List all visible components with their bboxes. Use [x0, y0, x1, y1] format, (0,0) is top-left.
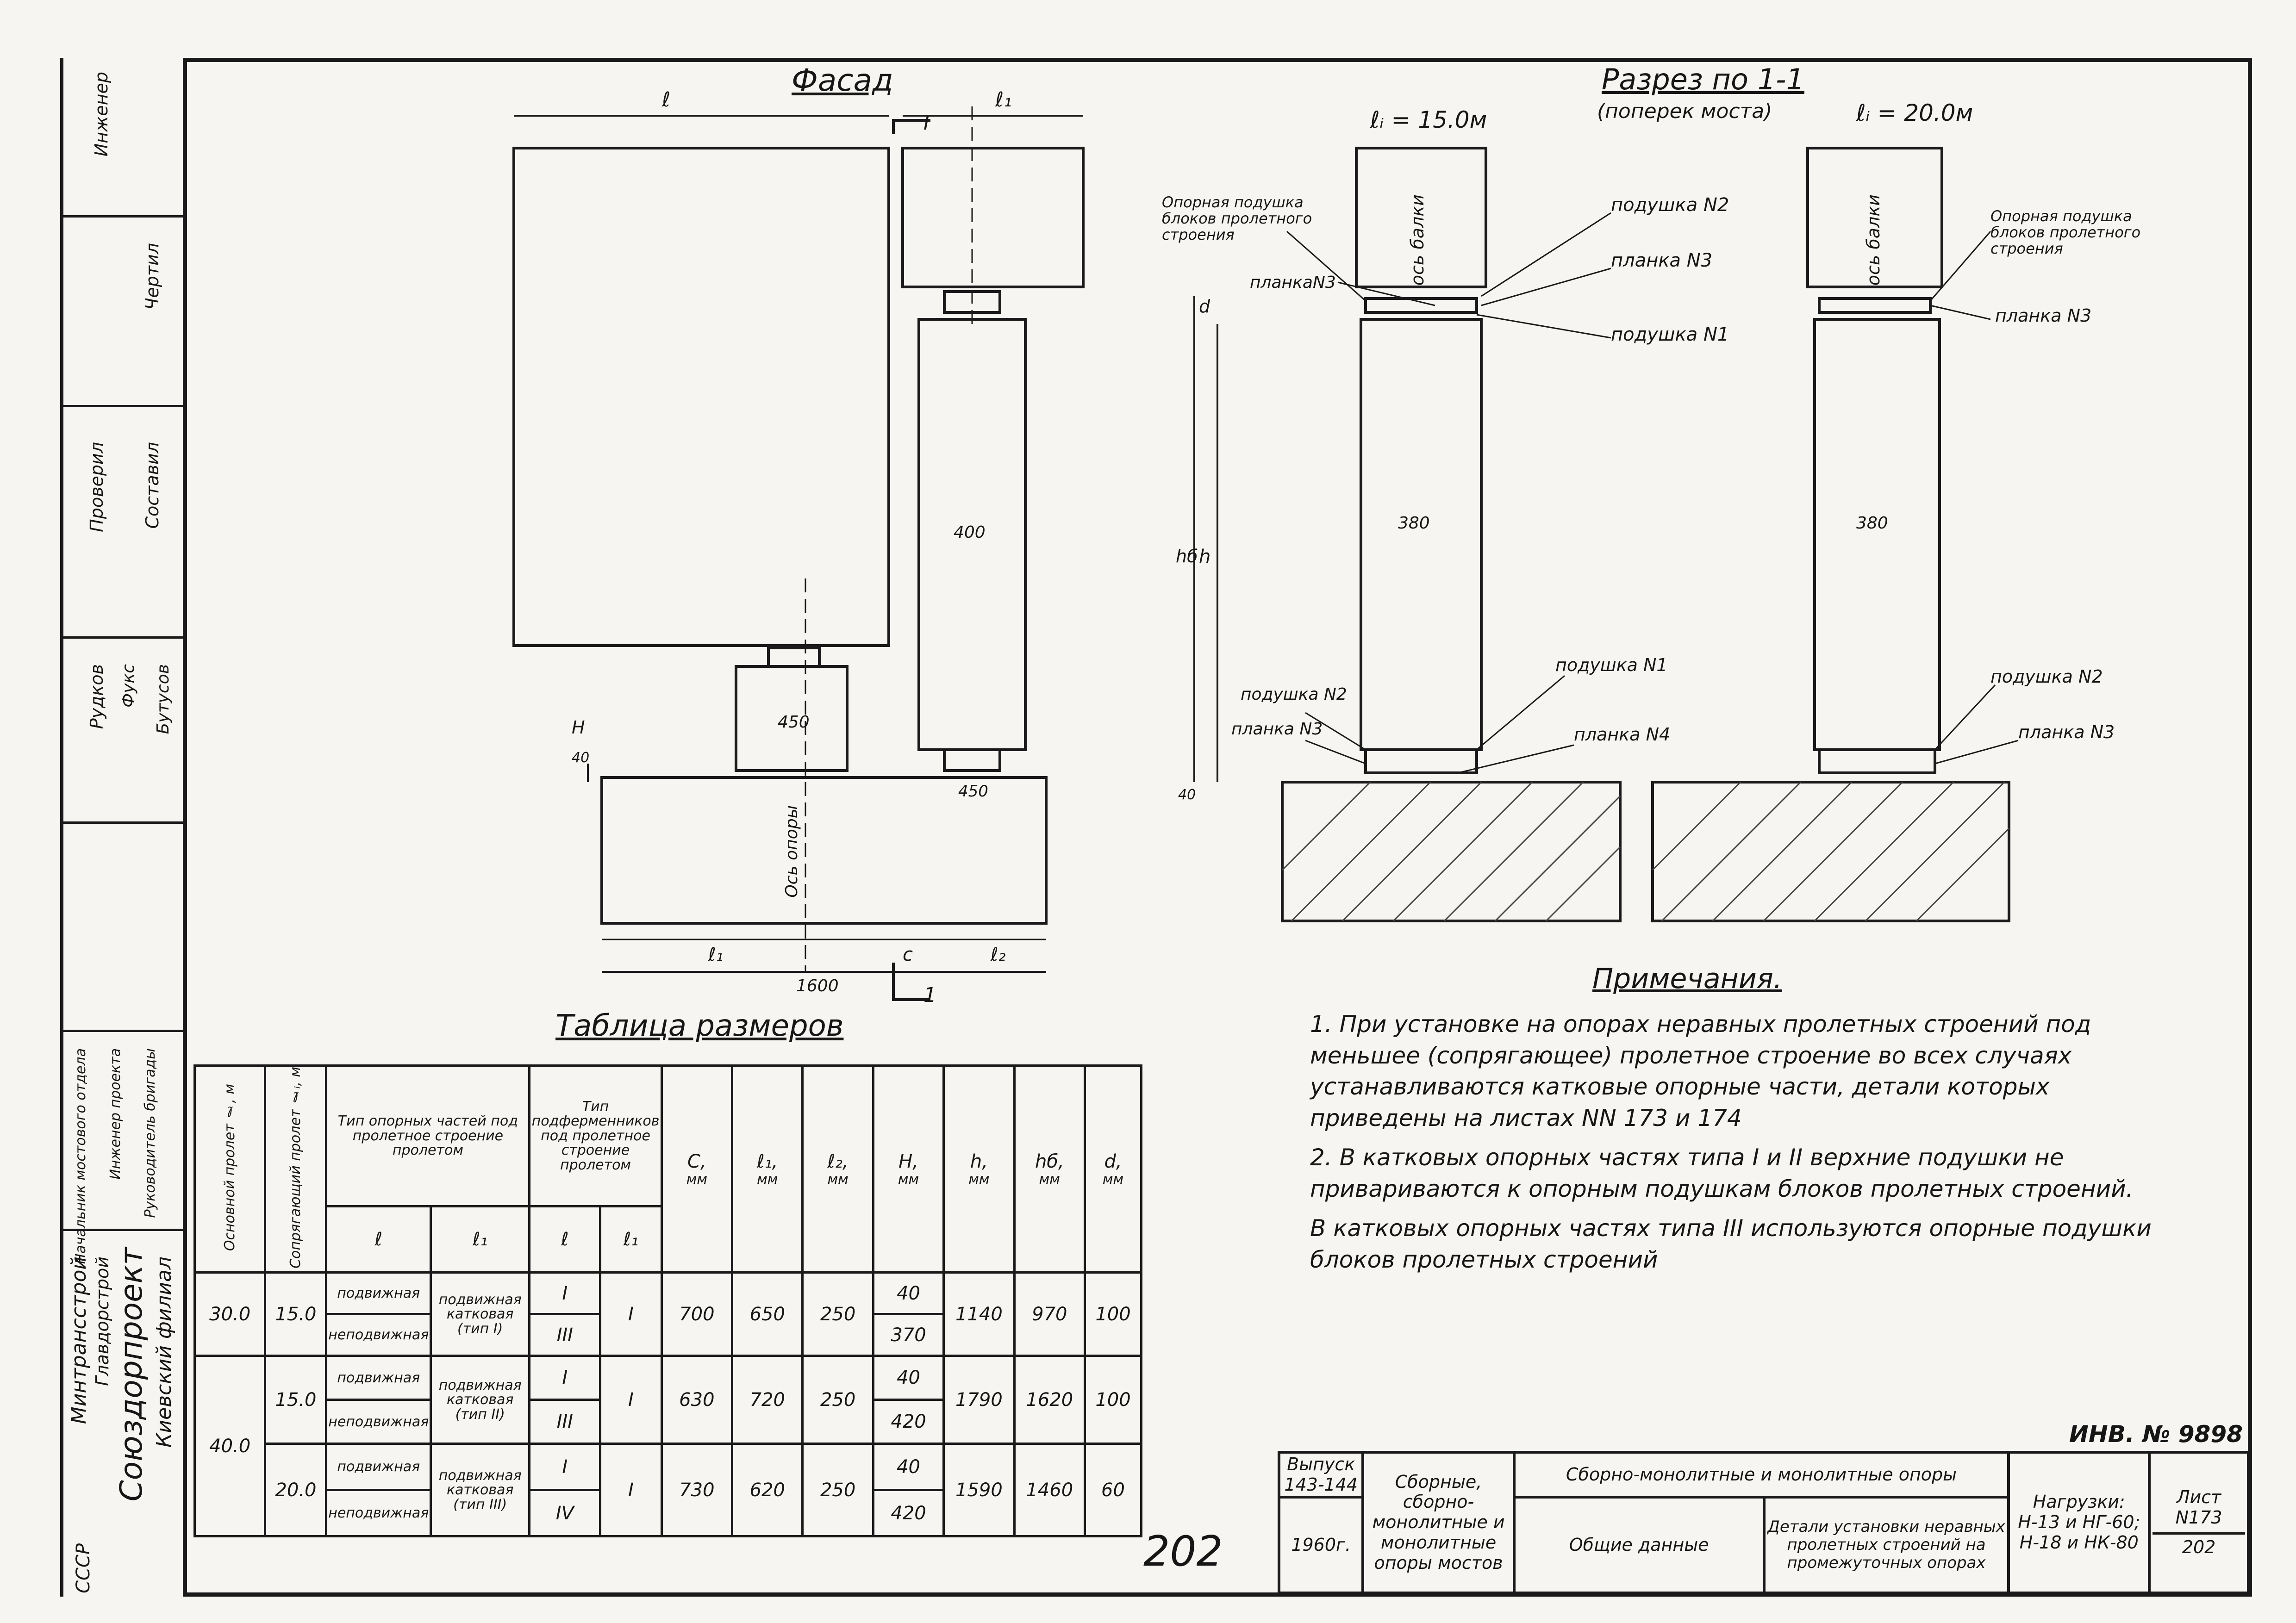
col-l1-sub: ℓ₁	[431, 1206, 530, 1273]
tb-section: Общие данные	[1514, 1497, 1764, 1593]
stamp-org: Союздорпроект	[113, 1247, 149, 1502]
pad-dim: 450	[958, 782, 988, 801]
label-planka4: планка N4	[1574, 724, 1671, 745]
roller-dim: 400	[954, 523, 986, 542]
section-bottom-pad-left	[1366, 750, 1477, 773]
dim-H: H	[572, 717, 585, 738]
col-l: ℓ	[326, 1206, 431, 1273]
pier-axis-label: Ось опоры	[782, 805, 801, 898]
note-1: 1. При установке на опорах неравных пролетных строений под меньшее (сопрягающее) пролетное строение во всех случаях устанавливаются катковые опорные части, детали которых приведены на листах NN 173 и 174	[1310, 1011, 2091, 1132]
roller-size-left: 380	[1398, 514, 1430, 533]
col-adjacent-span: Сопрягающий пролет ℓᵢ, м	[265, 1066, 326, 1273]
table-row: неподвижная III 420	[195, 1400, 1142, 1444]
section-bottom-pad-right	[1819, 750, 1935, 773]
col-H: H, мм	[873, 1066, 943, 1273]
dim-l1-label: ℓ₁	[995, 88, 1012, 112]
facade-bottom-pad	[944, 750, 1000, 771]
label-podushka2-low: подушка N2	[1241, 685, 1347, 704]
facade-adjacent-block	[903, 148, 1083, 287]
roller-size-right: 380	[1856, 514, 1888, 533]
dim-l-label: ℓ	[662, 88, 671, 112]
label-support-pad-right: Опорная подушка блоков пролетного строения	[1990, 207, 2141, 258]
label-planka3: планка N3	[1611, 250, 1713, 271]
tb-loads: Нагрузки: Н-13 и НГ-60; Н-18 и НК-80	[2009, 1452, 2149, 1593]
section-plank-left	[1366, 298, 1477, 312]
col-l1-sub2: ℓ₁	[600, 1206, 661, 1273]
stamp-role: Составил	[142, 442, 162, 529]
table-row: 20.0 подвижная подвижная катковая (тип III) I I 730 620 250 40 1590 1460 60	[195, 1444, 1142, 1490]
col-h: h, мм	[944, 1066, 1014, 1273]
stamp-role: Инженер проекта	[107, 1048, 124, 1180]
dim-d: d	[1199, 296, 1210, 317]
section-roller-right	[1815, 319, 1940, 750]
stamp-surname: Фукс	[119, 664, 138, 708]
stamp-org: Минтрансстрой	[67, 1256, 91, 1424]
stamp-role: Проверил	[87, 442, 107, 532]
table-row: неподвижная III 370	[195, 1314, 1142, 1356]
span-left: ℓᵢ = 15.0м	[1370, 106, 1487, 133]
dimension-table	[193, 1064, 1142, 1537]
section-plank-right	[1819, 298, 1930, 312]
span-right: ℓᵢ = 20.0м	[1856, 99, 1973, 126]
dim-40-left: 40	[572, 750, 590, 766]
tb-issue: Выпуск 143-144	[1279, 1452, 1363, 1497]
dim-hb: hб	[1176, 546, 1198, 566]
stamp-role: Руководитель бригады	[142, 1048, 158, 1218]
dim-c: c	[903, 944, 913, 965]
facade-pedestal-pad	[768, 648, 819, 666]
tb-subject: Детали установки неравных пролетных строений на промежуточных опорах	[1764, 1497, 2009, 1593]
label-planka3-right-low: планка N3	[2018, 722, 2115, 742]
section-roller-left	[1361, 319, 1481, 750]
note-3: В катковых опорных частях типа III используются опорные подушки блоков пролетных строений	[1310, 1215, 2152, 1273]
col-bearing-type: Тип опорных частей под пролетное строение пролетом	[326, 1066, 530, 1206]
notes-body	[1310, 1009, 2190, 1284]
beam-axis-right: ось балки	[1863, 194, 1884, 286]
stamp-country: СССР	[73, 1543, 94, 1593]
table-row: неподвижная IV 420	[195, 1490, 1142, 1536]
label-support-pad-left: Опорная подушка блоков пролетного строения	[1162, 193, 1312, 244]
table-row: 30.0 15.0 подвижная подвижная катковая (тип I) I I 700 650 250 40 1140 970 100	[195, 1273, 1142, 1314]
dim-40-right: 40	[1178, 787, 1196, 803]
label-planka3-right: планка N3	[1995, 305, 2092, 326]
section-subtitle: (поперек моста)	[1597, 99, 1772, 123]
col-hb: hб, мм	[1014, 1066, 1085, 1273]
dim-h: h	[1199, 546, 1211, 567]
stamp-role: Чертил	[142, 243, 162, 310]
col-d: d, мм	[1085, 1066, 1142, 1273]
facade-title: Фасад	[792, 62, 893, 98]
col-l2: ℓ₂, мм	[803, 1066, 873, 1273]
label-podushka2-right: подушка N2	[1990, 666, 2103, 687]
label-podushka1-low: подушка N1	[1555, 655, 1668, 675]
table-title: Таблица размеров	[555, 1009, 844, 1043]
stamp-surname: Рудков	[87, 664, 107, 729]
col-subframe-type: Тип подферменников под пролетное строение пролетом	[530, 1066, 661, 1206]
section-foundation-left	[1282, 782, 1620, 921]
sheet-number-large: 202	[1143, 1527, 1223, 1576]
dim-l1-bottom: ℓ₁	[708, 944, 724, 965]
section-title: Разрез по 1-1	[1602, 62, 1804, 96]
pedestal-dim: 450	[778, 713, 810, 732]
tb-series: Сборные, сборно-монолитные и монолитные опоры мостов	[1363, 1452, 1514, 1593]
table-row: 40.0 15.0 подвижная подвижная катковая (тип II) I I 630 720 250 40 1790 1620 100	[195, 1356, 1142, 1400]
stamp-org: Главдорстрой	[92, 1256, 112, 1386]
stamp-org: Киевский филиал	[152, 1256, 176, 1448]
stamp-role: Начальник мостового отдела	[73, 1048, 89, 1264]
stamp-role: Инженер	[91, 72, 112, 157]
col-main-span: Основной пролет ℓ, м	[195, 1066, 265, 1273]
facade-span-block	[514, 148, 889, 646]
tb-sheet: Лист N173 202	[2149, 1452, 2248, 1593]
dim-l2: ℓ₂	[991, 944, 1006, 965]
notes-title: Примечания.	[1592, 963, 1782, 995]
col-c: C, мм	[661, 1066, 732, 1273]
col-l-sub2: ℓ	[530, 1206, 600, 1273]
section-mark-bottom: 1	[923, 983, 936, 1007]
dim-total: 1600	[796, 976, 839, 995]
title-block	[1278, 1451, 2250, 1594]
label-planka3-low: планка N3	[1231, 720, 1323, 739]
col-l1: ℓ₁, мм	[732, 1066, 803, 1273]
label-podushka1: подушка N1	[1611, 324, 1729, 345]
label-podushka2: подушка N2	[1611, 194, 1729, 216]
tb-year: 1960г.	[1279, 1497, 1363, 1593]
tb-group: Сборно-монолитные и монолитные опоры	[1514, 1452, 2009, 1497]
inventory-number: ИНВ. № 9898	[2069, 1421, 2243, 1448]
beam-axis-left: ось балки	[1407, 194, 1428, 286]
note-2: 2. В катковых опорных частях типа I и II верхние подушки не привариваются к опорным подушкам блоков пролетных строений.	[1310, 1144, 2134, 1202]
section-mark-top: I	[923, 111, 930, 135]
label-planka3-left: планкаN3	[1250, 273, 1336, 292]
stamp-surname: Бутусов	[154, 664, 173, 734]
